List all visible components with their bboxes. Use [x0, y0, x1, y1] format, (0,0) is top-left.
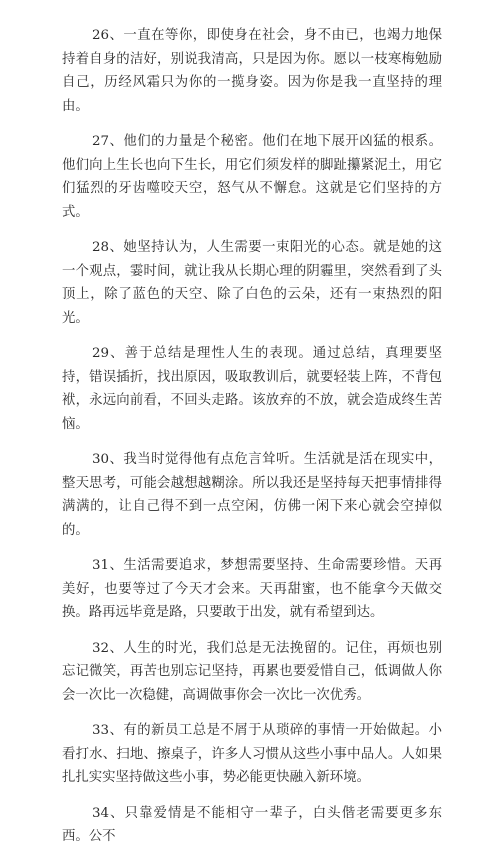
document-body: [62, 24, 442, 861]
paragraph-29: 29、善于总结是理性人生的表现。通过总结，真理要坚持，错误插折，找出原因，吸取教训后，就要轻装上阵，不背包袱，永远向前看，不回头走路。该放弃的不放，就会造成终生苦恼。: [62, 346, 442, 432]
paragraph-32: 32、人生的时光，我们总是无法挽留的。记住，再烦也别忘记微笑，再苦也别忘记坚持，再累也要爱惜自己，低调做人你会一次比一次稳健，高调做事你会一次比一次优秀。: [62, 640, 442, 703]
paragraph-31: 31、生活需要追求，梦想需要坚持、生命需要珍惜。天再美好，也要等过了今天才会来。天再甜蜜，也不能拿今天做交换。路再远毕竟是路，只要敢于出发，就有希望到达。: [62, 558, 442, 620]
paragraph-26: 26、一直在等你，即使身在社会，身不由已，也竭力地保持着自身的洁好，别说我清高，只是因为你。愿以一枝寒梅勉励自己，历经风霜只为你的一揽身姿。因为你是我一直坚持的理由。: [62, 28, 442, 114]
paragraph-33: 33、有的新员工总是不屑于从琐碎的事情一开始做起。小看打水、扫地、擦桌子，许多人习惯从这些小事中品人。人如果扎扎实实坚持做这些小事，势必能更快融入新环境。: [62, 723, 442, 785]
paragraph-34: 34、只靠爱情是不能相守一辈子，白头偕老需要更多东西。公不: [62, 805, 442, 844]
paragraph-28: 28、她坚持认为，人生需要一束阳光的心态。就是她的这一个观点，霎时间，就让我从长期心理的阴霾里，突然看到了头顶上，除了蓝色的天空、除了白色的云朵，还有一束热烈的阳光。: [62, 240, 442, 326]
paragraph-27: 27、他们的力量是个秘密。他们在地下展开凶猛的根系。他们向上生长也向下生长，用它们须发样的脚趾攥紧泥土，用它们猛烈的牙齿噬咬天空，怒气从不懈怠。这就是它们坚持的方式。: [62, 134, 442, 220]
paragraph-30: 30、我当时觉得他有点危言耸听。生活就是活在现实中，整天思考，可能会越想越糊涂。所以我还是坚持每天把事情排得满满的，让自己得不到一点空闲，仿佛一闲下来心就会空掉似的。: [62, 452, 442, 538]
